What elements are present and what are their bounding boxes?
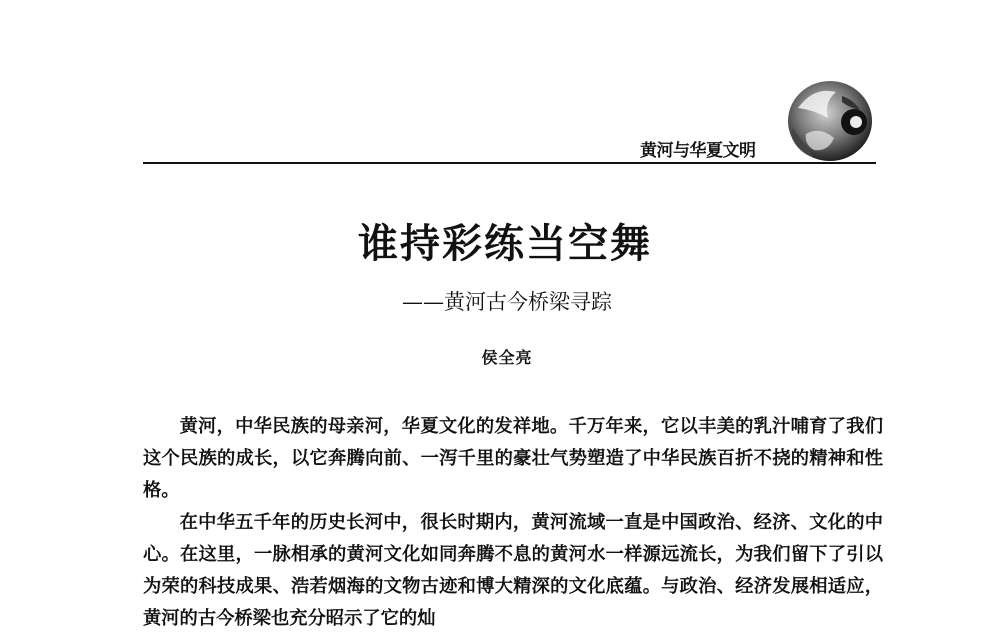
running-header: 黄河与华夏文明 — [640, 141, 756, 161]
paragraph: 在中华五千年的历史长河中，很长时期内，黄河流域一直是中国政治、经济、文化的中心。在这里，一脉相承的黄河文化如同奔腾不息的黄河水一样源远流长，为我们留下了引以为荣的科技成果、浩若烟海的文物古迹和博大精深的文化底蕴。与政治、经济发展相适应，黄河的古今桥梁也充分昭示了它的灿 — [143, 512, 883, 629]
article-subtitle: ——黄河古今桥梁寻踪 — [402, 290, 612, 314]
article-body — [143, 411, 883, 635]
header-rule — [143, 162, 876, 164]
article-author: 侯全亮 — [481, 348, 533, 367]
article-title: 谁持彩练当空舞 — [358, 220, 652, 267]
yellow-river-emblem-icon — [784, 78, 876, 164]
paragraph: 黄河，中华民族的母亲河，华夏文化的发祥地。千万年来，它以丰美的乳汁哺育了我们这个民族的成长，以它奔腾向前、一泻千里的豪壮气势塑造了中华民族百折不挠的精神和性格。 — [143, 416, 883, 501]
